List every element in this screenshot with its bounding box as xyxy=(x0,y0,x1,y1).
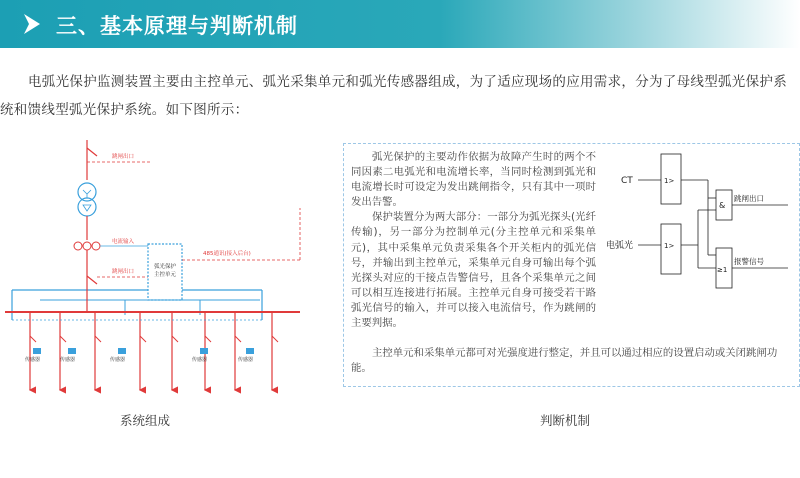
sensor-label: 传感器 xyxy=(25,357,41,363)
sensor-group-2 xyxy=(60,348,76,363)
input-arc-label: 电弧光 xyxy=(606,241,634,251)
chevron-right-icon xyxy=(20,11,46,37)
input-ct-label: CT xyxy=(621,176,633,186)
section-header-banner xyxy=(0,0,800,48)
mechanism-para-2: 保护装置分为两大部分：一部分为弧光探头(光纤传输)，另一部分为控制单元(分主控单元和采集单元)，其中采集单元负责采集各个开关柜内的弧光信号，并输出到主控单元，采集单元自身可输出每个弧光探头对应的干接点告警信号，且各个采集单元之间可以相互连接进行拓展。主控单元自身可接受若干路弧光信号的输入，并可以接入电流信号，作为跳闸的主要判据。 xyxy=(351,211,596,330)
or-gate-label: ≥1 xyxy=(717,266,728,274)
mechanism-para-1: 弧光保护的主要动作依据为故障产生时的两个不同因素二电弧光和电流增长率，当同时检测到弧光和电流增长时可设定为发出跳闸指令，只有其中一项时发出告警。 xyxy=(351,151,596,209)
trip-out-top-label: 跳闸出口 xyxy=(112,154,135,160)
gate1-label: 1> xyxy=(664,177,675,185)
ct-icon xyxy=(74,242,82,250)
system-diagram-caption: 系统组成 xyxy=(120,413,171,428)
sensor-label: 传感器 xyxy=(238,357,254,363)
section-title: 三、基本原理与判断机制 xyxy=(56,14,298,38)
mechanism-caption: 判断机制 xyxy=(540,413,591,428)
trip-out-mid-label: 跳闸出口 xyxy=(112,269,135,275)
mechanism-explanation xyxy=(351,150,596,331)
top-breaker xyxy=(87,148,97,156)
main-unit-line1: 弧光保护 xyxy=(153,264,177,270)
sensor-label: 传感器 xyxy=(60,357,76,363)
and-gate-label: & xyxy=(719,201,726,210)
sensor-group-5 xyxy=(238,348,254,363)
feeder-branches xyxy=(30,312,278,390)
intro-paragraph: 电弧光保护监测装置主要由主控单元、弧光采集单元和弧光传感器组成，为了适应现场的应用需求，分为了母线型弧光保护系统和馈线型弧光保护系统。如下图所示： xyxy=(0,74,787,118)
system-composition-diagram xyxy=(0,140,315,410)
mechanism-para-3: 主控单元和采集单元都可对光强度进行整定，并且可以通过相应的设置启动或关闭跳闸功能。 xyxy=(351,347,778,375)
logic-diagram xyxy=(598,150,798,290)
comm-485-label: 485通讯(接入后台) xyxy=(203,251,251,257)
sensor-label: 传感器 xyxy=(110,357,126,363)
main-unit-line2: 主控单元 xyxy=(153,272,177,278)
out-alarm-label: 报警信号 xyxy=(734,257,764,266)
sensor-group-3 xyxy=(110,348,126,363)
current-input-label: 电流输入 xyxy=(112,239,135,245)
gate2-label: 1> xyxy=(664,242,675,250)
sensor-label: 传感器 xyxy=(192,357,208,363)
out-trip-label: 跳闸出口 xyxy=(734,194,764,203)
sensor-group-1 xyxy=(25,348,41,363)
